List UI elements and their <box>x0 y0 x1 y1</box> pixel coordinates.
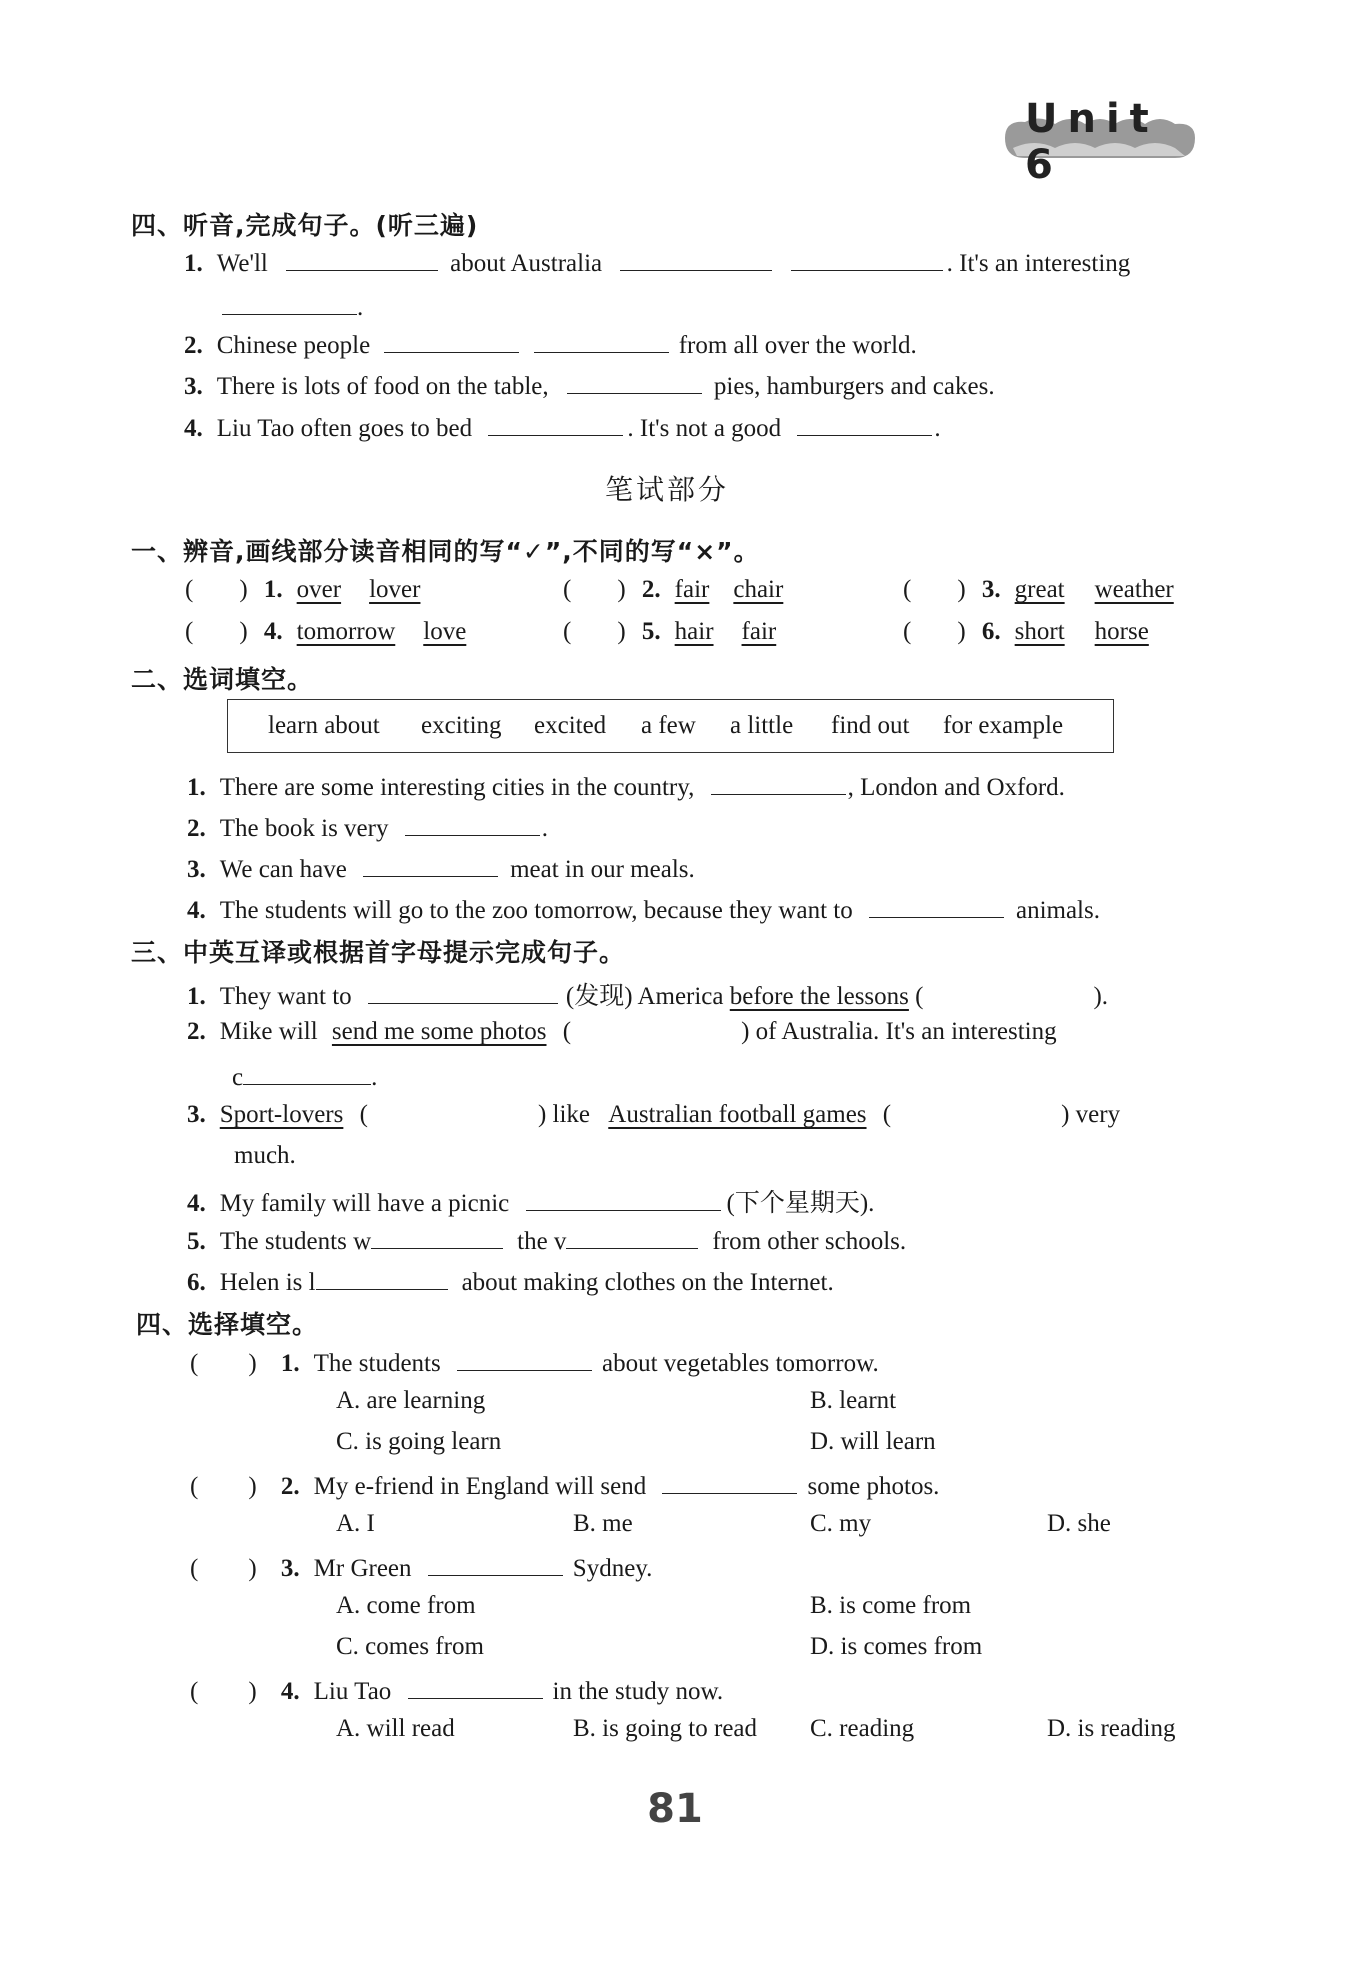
question-number: 4. <box>263 618 283 645</box>
text: from other schools. <box>712 1228 907 1255</box>
option-b[interactable]: B. me <box>573 1510 633 1537</box>
question-number: 6. <box>981 618 1001 645</box>
part3-q6 <box>187 1265 834 1297</box>
word-bank <box>227 699 1114 753</box>
word-bank-item: excited <box>534 712 607 739</box>
text: Liu Tao <box>313 1678 392 1705</box>
text: ( <box>915 983 924 1010</box>
text: ( <box>562 1018 572 1045</box>
answer-blank[interactable] <box>620 246 772 271</box>
underlined-phrase: before the lessons <box>729 983 909 1010</box>
option-a[interactable]: A. I <box>336 1510 375 1537</box>
answer-blank[interactable] <box>408 1674 543 1699</box>
text: There is lots of food on the table, <box>216 373 549 400</box>
word: short <box>1014 618 1065 645</box>
part2-heading: 二、选词填空。 <box>131 665 314 694</box>
part3-q2 <box>187 1018 1057 1046</box>
text: My family will have a picnic <box>219 1190 510 1217</box>
answer-blank[interactable] <box>791 246 943 271</box>
section-title: 笔试部分 <box>605 473 730 506</box>
option-a[interactable]: A. are learning <box>336 1387 486 1414</box>
text: The book is very <box>219 815 389 842</box>
text: Helen is l <box>219 1269 316 1296</box>
question-number: 1. <box>184 250 203 277</box>
option-c[interactable]: C. my <box>810 1510 872 1537</box>
word: love <box>423 618 467 645</box>
part3-q1: 1. They want to (发现) America before the lessons ( ). <box>187 976 1108 1012</box>
question-number: 2. <box>187 1018 206 1045</box>
question-number: 3. <box>187 1101 206 1128</box>
listening-q4: 4. Liu Tao often goes to bed . It's not a good . <box>184 411 941 443</box>
word: fair <box>674 576 710 603</box>
text: c <box>232 1064 244 1091</box>
answer-blank[interactable] <box>368 979 558 1004</box>
underlined-phrase: send me some photos <box>331 1018 547 1045</box>
unit-badge <box>995 96 1205 188</box>
answer-blank[interactable] <box>222 290 357 315</box>
text: They want to <box>219 983 352 1010</box>
underlined-phrase: Sport-lovers <box>219 1101 344 1128</box>
text: . It's an interesting <box>946 250 1131 277</box>
answer-blank[interactable] <box>405 811 540 836</box>
phonics-item: ( ) 6. short horse <box>903 618 1149 645</box>
answer-blank[interactable] <box>243 1060 371 1085</box>
question-number: 5. <box>641 618 661 645</box>
part3-q2-line2: c . <box>232 1060 377 1092</box>
word-bank-item: find out <box>831 712 910 739</box>
answer-blank[interactable] <box>384 328 519 353</box>
part3-q3 <box>187 1101 1120 1129</box>
phonics-item: ( ) 1. over lover <box>185 576 421 603</box>
word: over <box>296 576 342 603</box>
part3-q5 <box>187 1224 906 1256</box>
text: Mr Green <box>313 1555 412 1582</box>
text: . It's not a good <box>627 415 782 442</box>
word: tomorrow <box>296 618 396 645</box>
answer-blank[interactable] <box>797 411 932 436</box>
answer-blank[interactable] <box>711 770 846 795</box>
mc-question: ( ) 2. My e-friend in England will send some photos. <box>190 1469 939 1501</box>
text: about vegetables tomorrow. <box>601 1350 879 1377</box>
part2-q3 <box>187 852 695 884</box>
text: (发现) America <box>565 983 724 1010</box>
option-c[interactable]: C. is going learn <box>336 1428 502 1455</box>
question-number: 3. <box>981 576 1001 603</box>
word: fair <box>741 618 777 645</box>
word: great <box>1014 576 1065 603</box>
question-number: 1. <box>263 576 283 603</box>
text: about Australia <box>450 250 603 277</box>
word-bank-item: a little <box>730 712 794 739</box>
answer-blank[interactable] <box>363 852 498 877</box>
mc-question: ( ) 4. Liu Tao in the study now. <box>190 1674 723 1706</box>
text: Sydney. <box>572 1555 653 1582</box>
answer-blank[interactable] <box>566 1224 698 1249</box>
phonics-item: ( ) 2. fair chair <box>563 576 784 603</box>
answer-blank[interactable] <box>457 1346 592 1371</box>
part4-heading: 四、选择填空。 <box>136 1310 319 1339</box>
question-number: 2. <box>280 1473 300 1500</box>
option-b[interactable]: B. is going to read <box>573 1715 758 1742</box>
text: ) of Australia. It's an interesting <box>741 1018 1057 1045</box>
word: weather <box>1094 576 1174 603</box>
answer-blank[interactable] <box>488 411 623 436</box>
text: (下个星期天). <box>726 1190 875 1217</box>
option-b[interactable]: B. learnt <box>810 1387 897 1414</box>
phonics-item: ( ) 3. great weather <box>903 576 1174 603</box>
answer-blank[interactable] <box>662 1469 797 1494</box>
option-d[interactable]: D. she <box>1047 1510 1111 1537</box>
question-number: 5. <box>187 1228 206 1255</box>
unit-title: Unit 6 <box>1025 96 1159 188</box>
listening-q1 <box>184 246 1130 278</box>
question-number: 1. <box>187 983 206 1010</box>
answer-blank[interactable] <box>371 1224 503 1249</box>
word: lover <box>369 576 421 603</box>
option-a[interactable]: A. will read <box>336 1715 455 1742</box>
answer-blank[interactable] <box>869 893 1004 918</box>
question-number: 3. <box>184 373 203 400</box>
text: ) like <box>537 1101 591 1128</box>
text: Chinese people <box>216 332 371 359</box>
answer-blank[interactable] <box>316 1265 448 1290</box>
text: My e-friend in England will send <box>313 1473 647 1500</box>
text: ( <box>882 1101 892 1128</box>
word-bank-item: a few <box>641 712 696 739</box>
question-number: 3. <box>280 1555 300 1582</box>
listening-heading: 四、听音,完成句子。(听三遍) <box>131 211 479 240</box>
page-number: 81 <box>647 1786 703 1832</box>
text: There are some interesting cities in the country, <box>219 774 695 801</box>
question-number: 1. <box>187 774 206 801</box>
question-number: 3. <box>187 856 206 883</box>
text: We'll <box>216 250 268 277</box>
part2-q4 <box>187 893 1100 925</box>
word-bank-item: exciting <box>421 712 502 739</box>
answer-blank[interactable] <box>286 246 438 271</box>
listening-q2 <box>184 328 917 360</box>
question-number: 6. <box>187 1269 206 1296</box>
question-number: 2. <box>641 576 661 603</box>
word-bank-item: for example <box>943 712 1064 739</box>
mc-question: ( ) 3. Mr Green Sydney. <box>190 1551 652 1583</box>
text: some photos. <box>807 1473 940 1500</box>
question-number: 4. <box>280 1678 300 1705</box>
option-d[interactable]: D. will learn <box>810 1428 936 1455</box>
word: chair <box>733 576 784 603</box>
phonics-item: ( ) 4. tomorrow love <box>185 618 467 645</box>
listening-q3 <box>184 369 995 401</box>
option-c[interactable]: C. reading <box>810 1715 915 1742</box>
part3-heading: 三、中英互译或根据首字母提示完成句子。 <box>131 938 626 967</box>
part1-heading: 一、辨音,画线部分读音相同的写“✓”,不同的写“×”。 <box>131 537 760 566</box>
question-number: 1. <box>280 1350 300 1377</box>
answer-blank[interactable] <box>526 1186 721 1211</box>
text: in the study now. <box>552 1678 724 1705</box>
answer-blank[interactable] <box>534 328 669 353</box>
option-b[interactable]: B. is come from <box>810 1592 972 1619</box>
text: The students <box>313 1350 441 1377</box>
text: , London and Oxford. <box>847 774 1065 801</box>
text: We can have <box>219 856 347 883</box>
option-a[interactable]: A. come from <box>336 1592 476 1619</box>
mc-question: ( ) 1. The students about vegetables tomorrow. <box>190 1346 879 1378</box>
question-number: 4. <box>184 415 203 442</box>
word: hair <box>674 618 714 645</box>
text: meat in our meals. <box>510 856 695 883</box>
text: Mike will <box>219 1018 318 1045</box>
underlined-phrase: Australian football games <box>608 1101 867 1128</box>
part2-q2: 2. The book is very . <box>187 811 548 843</box>
question-number: 4. <box>187 1190 206 1217</box>
text: the v <box>517 1228 567 1255</box>
part3-q3-line2: much. <box>234 1142 296 1169</box>
word: horse <box>1094 618 1149 645</box>
option-d[interactable]: D. is reading <box>1047 1715 1176 1742</box>
answer-blank[interactable] <box>567 369 702 394</box>
answer-blank[interactable] <box>428 1551 563 1576</box>
question-number: 2. <box>187 815 206 842</box>
part2-q1 <box>187 770 1065 802</box>
text: animals. <box>1015 897 1100 924</box>
text: ) very <box>1061 1101 1121 1128</box>
part3-q4 <box>187 1183 874 1219</box>
question-number: 4. <box>187 897 206 924</box>
text: The students w <box>219 1228 372 1255</box>
listening-q1-line2: . <box>222 290 363 322</box>
option-c[interactable]: C. comes from <box>336 1633 484 1660</box>
question-number: 2. <box>184 332 203 359</box>
text: from all over the world. <box>678 332 917 359</box>
text: pies, hamburgers and cakes. <box>713 373 995 400</box>
text: Liu Tao often goes to bed <box>216 415 473 442</box>
phonics-item: ( ) 5. hair fair <box>563 618 777 645</box>
word-bank-item: learn about <box>268 712 380 739</box>
text: ( <box>359 1101 368 1128</box>
text: The students will go to the zoo tomorrow, because they want to <box>219 897 853 924</box>
option-d[interactable]: D. is comes from <box>810 1633 983 1660</box>
text: about making clothes on the Internet. <box>461 1269 834 1296</box>
